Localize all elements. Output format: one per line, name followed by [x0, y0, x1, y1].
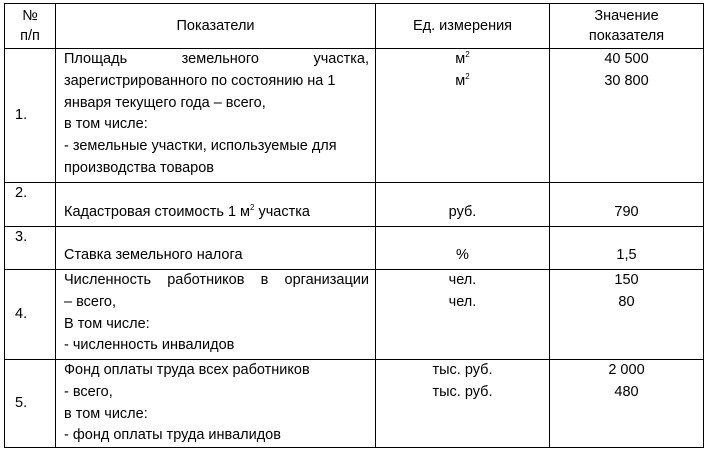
- row-indicator: [56, 270, 376, 360]
- indicator-line: Площадь земельного участка,: [64, 51, 369, 67]
- row-unit: [376, 360, 550, 448]
- header-value: [550, 4, 704, 49]
- row-unit: %: [376, 227, 550, 270]
- row-num: [5, 227, 56, 270]
- header-num: [5, 4, 56, 49]
- indicator-line: - фонд оплаты труда инвалидов: [64, 427, 281, 444]
- row-unit: [376, 49, 550, 183]
- indicator-text: Кадастровая стоимость 1 м: [64, 204, 251, 221]
- indicator-line: - численность инвалидов: [64, 337, 235, 354]
- header-num-line1: №: [22, 8, 38, 24]
- unit-line: чел.: [448, 272, 477, 288]
- row-value: 790: [550, 183, 704, 227]
- unit-line: тыс. руб.: [432, 362, 493, 378]
- unit-line: [382, 49, 543, 71]
- row-indicator: [56, 360, 376, 448]
- indicator-line: Фонд оплаты труда всех работников: [64, 362, 310, 378]
- value-line: 150: [614, 272, 639, 288]
- unit-superscript: 2: [465, 71, 470, 81]
- indicator-line: в том числе:: [64, 116, 148, 133]
- row-value: [550, 49, 704, 183]
- header-value-line2: показателя: [588, 28, 665, 44]
- unit-text: м: [455, 51, 466, 67]
- row-num: [5, 183, 56, 227]
- value-line: 480: [614, 383, 639, 400]
- table-row: [5, 227, 704, 270]
- header-unit: Ед. измерения: [376, 4, 550, 49]
- row-unit: руб.: [376, 183, 550, 227]
- indicator-line: В том числе:: [64, 315, 150, 332]
- row-num: [5, 360, 56, 448]
- row-num-text: 4.: [15, 305, 28, 322]
- row-indicator: [56, 49, 376, 183]
- indicator-line: производства товаров: [64, 159, 214, 176]
- indicator-line: Численность работников в организации: [64, 272, 369, 288]
- row-num-text: 1.: [15, 106, 28, 123]
- header-value-line1: Значение: [594, 8, 659, 24]
- indicator-line: – всего,: [64, 293, 117, 310]
- unit-superscript: 2: [465, 50, 470, 59]
- row-indicator: [56, 183, 376, 227]
- row-indicator: Ставка земельного налога: [56, 227, 376, 270]
- indicator-line: января текущего года – всего,: [64, 94, 266, 111]
- indicator-superscript: 2: [250, 203, 255, 213]
- row-unit: [376, 270, 550, 360]
- indicator-line: - всего,: [64, 383, 113, 400]
- indicator-line: в том числе:: [64, 405, 148, 422]
- value-line: 40 500: [604, 51, 649, 67]
- indicator-line: зарегистрированного по состоянию на 1: [64, 72, 336, 89]
- table-row: [5, 360, 704, 448]
- table-row: [5, 49, 704, 183]
- row-value: [550, 360, 704, 448]
- unit-line: чел.: [448, 293, 477, 310]
- row-value: 1,5: [550, 227, 704, 270]
- table-row: [5, 270, 704, 360]
- header-num-line2: п/п: [20, 28, 40, 44]
- row-num: [5, 49, 56, 183]
- value-line: 30 800: [604, 72, 649, 89]
- indicators-table: [4, 3, 704, 448]
- indicator-line: - земельные участки, используемые для: [64, 138, 337, 155]
- row-num-text: 2.: [15, 185, 28, 201]
- unit-line: [382, 71, 543, 93]
- value-line: 2 000: [608, 362, 645, 378]
- indicator-text: участка: [254, 204, 310, 221]
- unit-text: м: [455, 72, 466, 89]
- row-num: [5, 270, 56, 360]
- value-line: 80: [618, 293, 635, 310]
- unit-line: тыс. руб.: [432, 383, 493, 400]
- table-row: [5, 183, 704, 227]
- row-num-text: 3.: [15, 229, 28, 245]
- table-header-row: [5, 4, 704, 49]
- header-indicator: Показатели: [56, 4, 376, 49]
- row-value: [550, 270, 704, 360]
- row-num-text: 5.: [15, 394, 28, 411]
